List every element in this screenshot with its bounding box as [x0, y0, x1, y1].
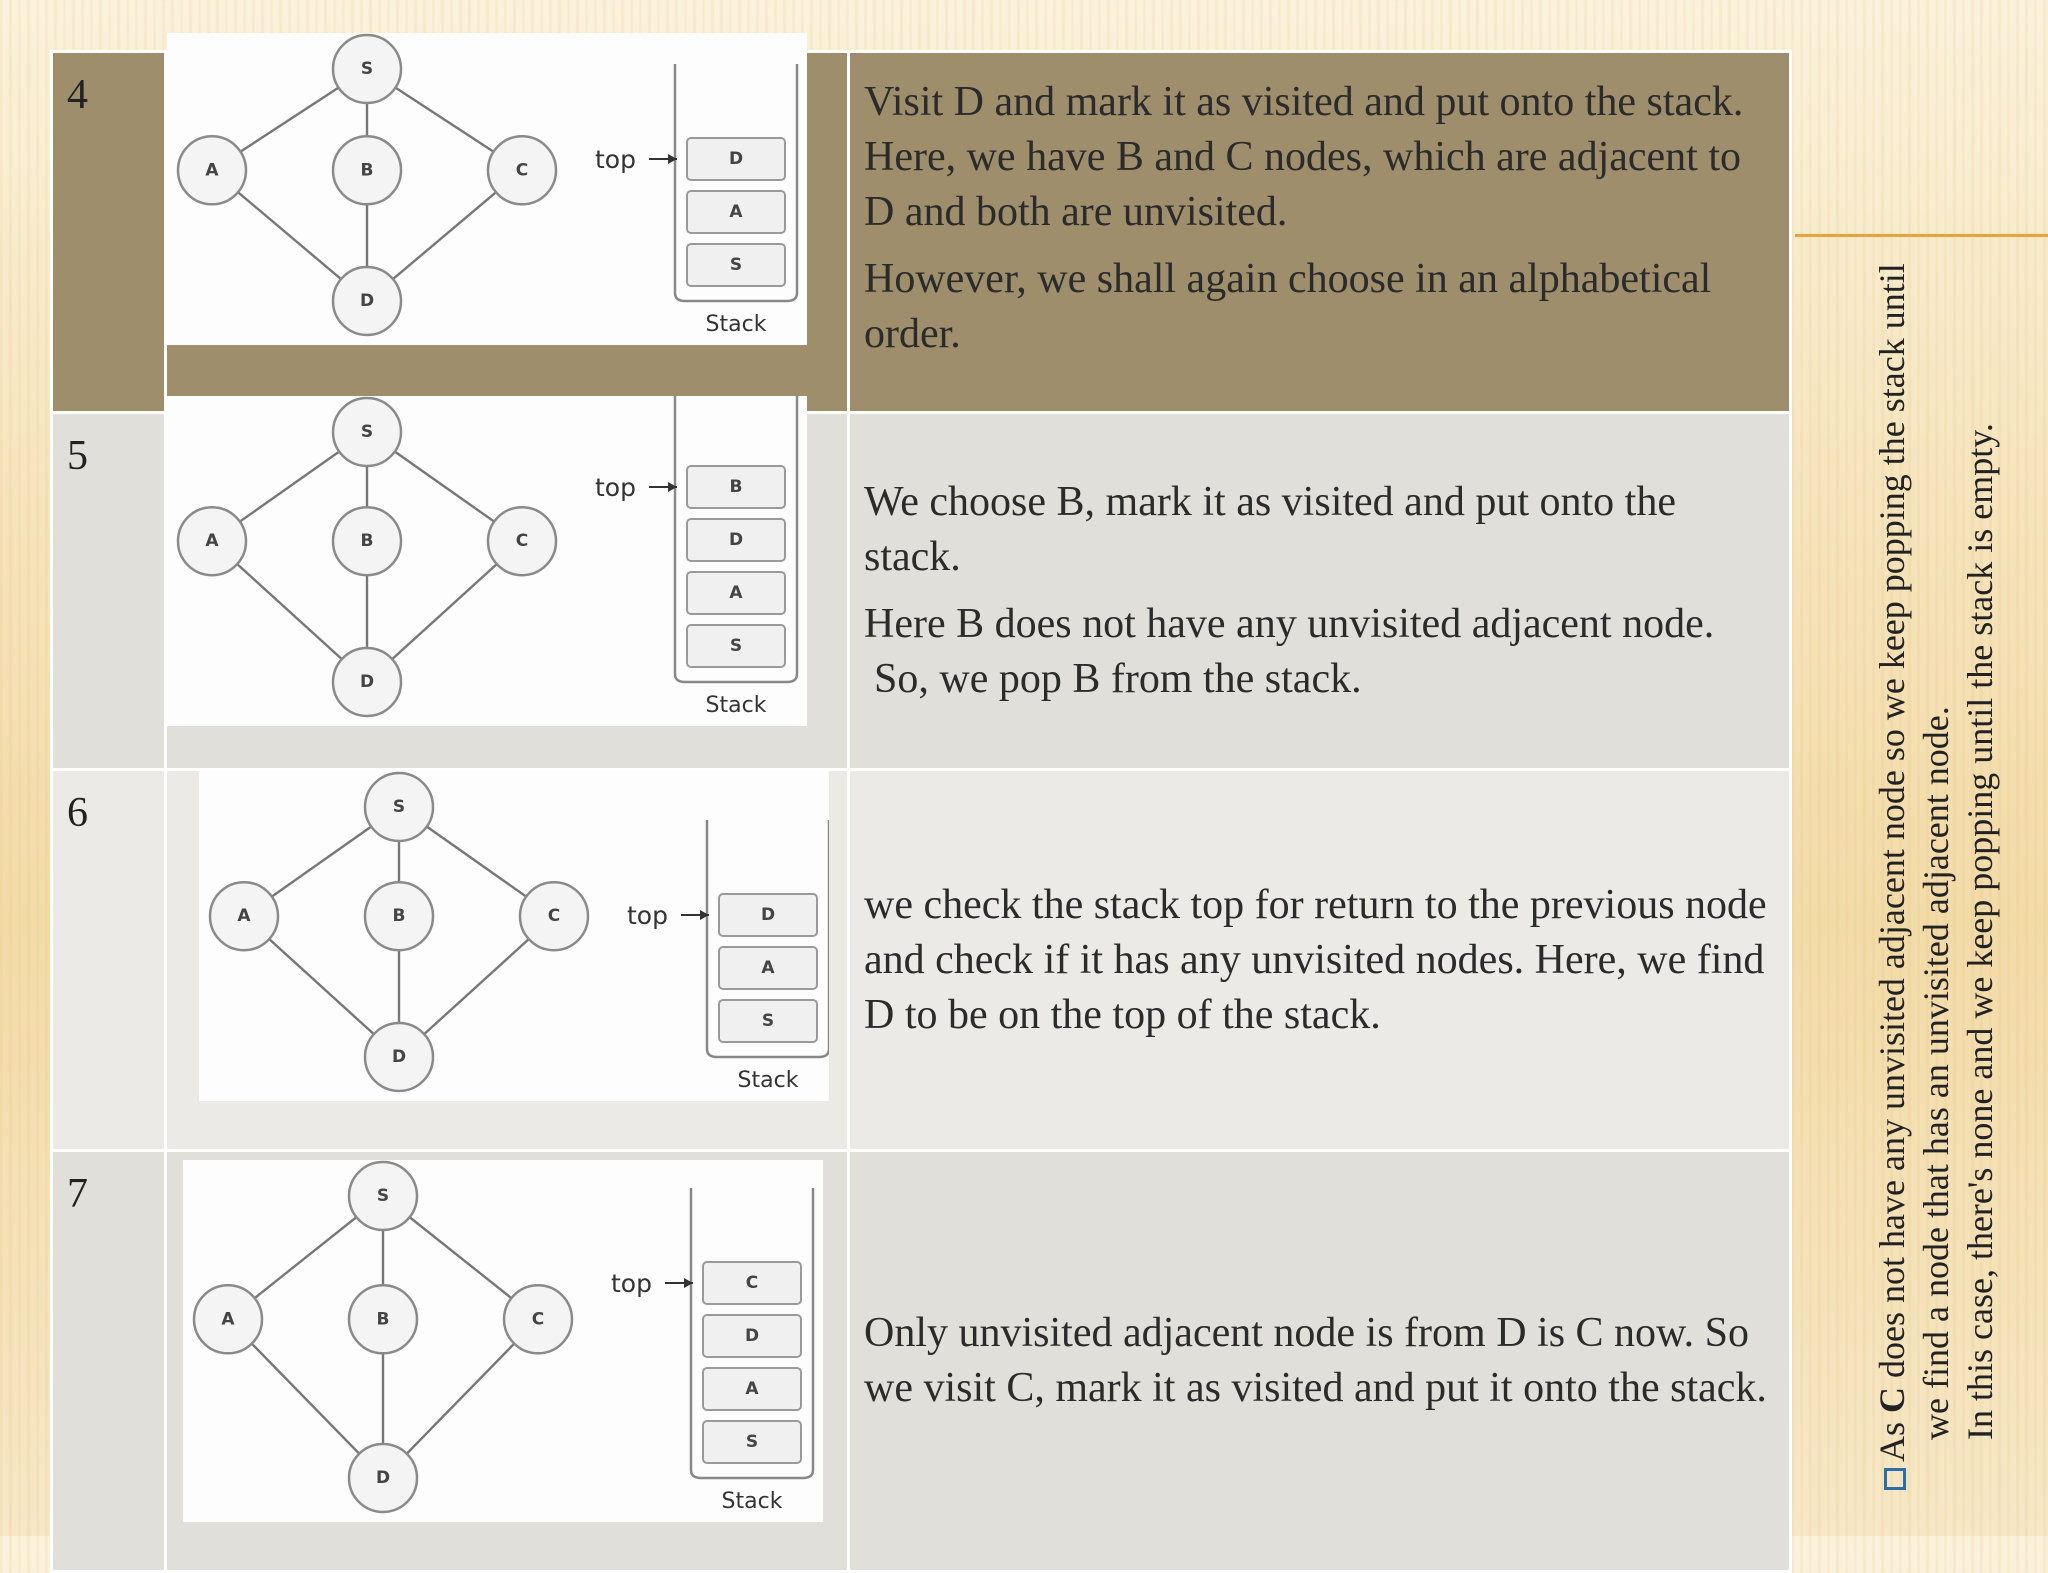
graph-node-label: S	[392, 797, 406, 817]
graph-node	[488, 507, 556, 575]
graph-figure-cell	[166, 770, 849, 1151]
step-number: 4	[52, 52, 166, 413]
graph-node-label: A	[205, 531, 219, 552]
step-row	[52, 413, 1791, 770]
graph-node-label: D	[359, 291, 375, 311]
stack-item-label: A	[761, 958, 775, 978]
step-description	[849, 52, 1791, 413]
step-row	[52, 52, 1791, 413]
graph-node-label: B	[376, 1309, 390, 1330]
stack	[703, 1262, 801, 1463]
stack-item-label: S	[729, 255, 743, 275]
checkbox-bullet-icon	[1884, 1468, 1906, 1490]
stack-top-label: top	[595, 473, 636, 502]
graph-node-label: B	[360, 160, 374, 181]
graph-node-label: S	[376, 1186, 390, 1206]
stack-item-label: A	[729, 202, 743, 222]
graph-node-label: D	[391, 1047, 407, 1067]
graph-node-label: C	[515, 531, 529, 552]
stack	[687, 138, 785, 286]
graph-figure-cell	[166, 1151, 849, 1572]
graph-figure	[199, 771, 829, 1101]
side-note-text: does not have any unvisited adjacent node so we keep popping the stack until	[1872, 263, 1912, 1387]
stack-item-label: A	[745, 1379, 759, 1399]
stack-caption: Stack	[705, 693, 767, 718]
side-note-text: As	[1872, 1412, 1912, 1462]
stack-top-label: top	[627, 901, 668, 930]
step-number: 6	[52, 770, 166, 1151]
step-description	[849, 1151, 1791, 1572]
stack-item-label: D	[728, 149, 744, 169]
graph-node-label: S	[360, 59, 374, 79]
graph-node	[210, 882, 278, 950]
side-note-line: In this case, there's none and we keep popping until the stack is empty.	[1960, 423, 2000, 1440]
side-note-line	[1870, 90, 1914, 1490]
graph-node-label: D	[375, 1468, 391, 1488]
stack-item-label: B	[729, 477, 743, 497]
graph-node	[365, 882, 433, 950]
stack-caption: Stack	[705, 312, 767, 337]
graph-node-label: A	[221, 1309, 235, 1330]
stack-item-label: A	[729, 583, 743, 603]
graph-node	[349, 1285, 417, 1353]
graph-node	[520, 882, 588, 950]
description-paragraph: However, we shall again choose in an alphabetical order.	[864, 256, 1712, 357]
stack-item-label: S	[745, 1432, 759, 1452]
step-number: 5	[52, 413, 166, 770]
graph-figure-cell	[166, 413, 849, 770]
graph-figure	[183, 1160, 823, 1522]
step-row	[52, 1151, 1791, 1572]
description-paragraph: We choose B, mark it as visited and put onto the stack.	[864, 479, 1676, 580]
stack-item-label: C	[745, 1273, 759, 1293]
side-note	[1870, 90, 2002, 1490]
graph-node-label: C	[547, 906, 561, 927]
graph-figure-cell	[166, 52, 849, 413]
graph-node	[333, 35, 401, 103]
step-number: 7	[52, 1151, 166, 1572]
stack-item-label: D	[760, 905, 776, 925]
stack-top-label: top	[595, 145, 636, 174]
graph-node	[365, 1023, 433, 1091]
step-description	[849, 413, 1791, 770]
graph-node-label: A	[205, 160, 219, 181]
stack-item-label: S	[729, 636, 743, 656]
graph-node	[333, 507, 401, 575]
graph-node-label: B	[360, 531, 374, 552]
step-row	[52, 770, 1791, 1151]
graph-node	[333, 267, 401, 335]
stack-caption: Stack	[721, 1489, 783, 1514]
stack-top-label: top	[611, 1269, 652, 1298]
side-note-line: we find a node that has an unvisited adjacent node.	[1916, 706, 1956, 1440]
graph-node-label: S	[360, 422, 374, 442]
graph-node	[365, 773, 433, 841]
graph-node-label: B	[392, 906, 406, 927]
description-paragraph: Visit D and mark it as visited and put onto the stack. Here, we have B and C nodes, which are adjacent to D and both are unvisited.	[864, 79, 1744, 235]
graph-node-label: C	[531, 1309, 545, 1330]
graph-node	[504, 1285, 572, 1353]
stack	[719, 894, 817, 1042]
graph-node	[333, 398, 401, 466]
graph-figure	[167, 396, 807, 726]
step-description	[849, 770, 1791, 1151]
stack-caption: Stack	[737, 1068, 799, 1093]
stack	[687, 466, 785, 667]
stack-item-label: S	[761, 1011, 775, 1031]
side-note-bold: C	[1872, 1386, 1912, 1413]
stack-item-label: D	[728, 530, 744, 550]
stack-item-label: D	[744, 1326, 760, 1346]
dfs-steps-table	[50, 50, 1792, 1573]
graph-node	[349, 1162, 417, 1230]
graph-node-label: C	[515, 160, 529, 181]
description-paragraph: we check the stack top for return to the previous node and check if it has any unvisited nodes. Here, we find D to be on the top of the stack.	[864, 881, 1767, 1038]
graph-node	[488, 136, 556, 204]
graph-node	[178, 136, 246, 204]
graph-node-label: D	[359, 672, 375, 692]
graph-node-label: A	[237, 906, 251, 927]
graph-node	[194, 1285, 262, 1353]
description-paragraph: Only unvisited adjacent node is from D is C now. So we visit C, mark it as visited and put it onto the stack.	[864, 1310, 1767, 1411]
graph-node	[333, 136, 401, 204]
graph-node	[349, 1444, 417, 1512]
graph-figure	[167, 33, 807, 345]
graph-node	[333, 648, 401, 716]
description-paragraph: Here B does not have any unvisited adjacent node. So, we pop B from the stack.	[864, 601, 1715, 702]
graph-node	[178, 507, 246, 575]
